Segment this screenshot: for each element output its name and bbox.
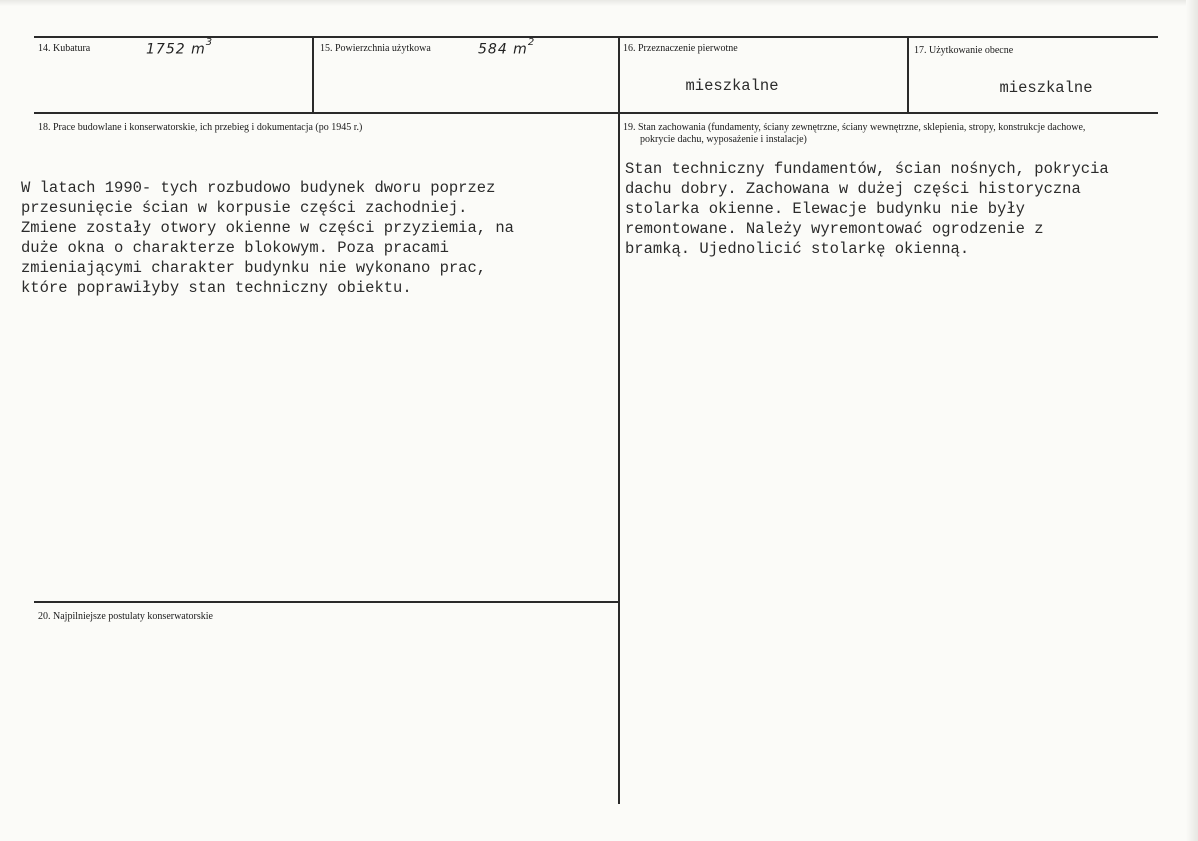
- field-19-label-line2: pokrycie dachu, wyposażenie i instalacje): [640, 134, 807, 145]
- field-14-label: 14. Kubatura: [38, 43, 91, 54]
- lower-left-rule: [34, 601, 620, 603]
- field-17-value: mieszkalne: [999, 79, 1093, 97]
- divider-16-17: [907, 36, 909, 113]
- field-19-line: remontowane. Należy wyremontować ogrodzenie z: [625, 220, 1044, 238]
- field-20-label: 20. Najpilniejsze postulaty konserwatorskie: [38, 611, 213, 622]
- field-14-value: 1752 $m^3$: [146, 37, 214, 58]
- page-edge-right: [1186, 0, 1198, 841]
- field-18-line: które poprawiłyby stan techniczny obiektu.: [21, 279, 412, 297]
- field-16-value: mieszkalne: [685, 77, 779, 95]
- divider-center: [618, 36, 620, 804]
- field-19-line: bramką. Ujednolicić stolarkę okienną.: [625, 240, 970, 258]
- field-18-line: przesunięcie ścian w korpusie części zachodniej.: [21, 199, 468, 217]
- field-18-line: Zmiene zostały otwory okienne w części przyziemia, na: [21, 219, 514, 237]
- field-16-label: 16. Przeznaczenie pierwotne: [623, 43, 738, 54]
- field-18-line: zmieniającymi charakter budynku nie wykonano prac,: [21, 259, 487, 277]
- field-17-label: 17. Użytkowanie obecne: [914, 45, 1014, 56]
- field-19-line: Stan techniczny fundamentów, ścian nośnych, pokrycia: [625, 160, 1109, 178]
- top-rule: [34, 36, 1158, 38]
- page-edge-top: [0, 0, 1198, 6]
- divider-14-15: [312, 36, 314, 113]
- field-15-label: 15. Powierzchnia użytkowa: [320, 43, 431, 54]
- field-18-line: duże okna o charakterze blokowym. Poza pracami: [21, 239, 449, 257]
- field-15-value: 584 $m^2$: [478, 37, 536, 58]
- field-19-line: stolarka okienne. Elewacje budynku nie były: [625, 200, 1025, 218]
- field-18-label: 18. Prace budowlane i konserwatorskie, ich przebieg i dokumentacja (po 1945 r.): [38, 122, 363, 133]
- field-18-line: W latach 1990- tych rozbudowo budynek dworu poprzez: [21, 179, 496, 197]
- field-19-label-line1: 19. Stan zachowania (fundamenty, ściany zewnętrzne, ściany wewnętrzne, sklepienia, stropy, konstrukcje dachowe,: [623, 122, 1086, 133]
- field-19-line: dachu dobry. Zachowana w dużej części historyczna: [625, 180, 1081, 198]
- middle-rule: [34, 112, 1158, 114]
